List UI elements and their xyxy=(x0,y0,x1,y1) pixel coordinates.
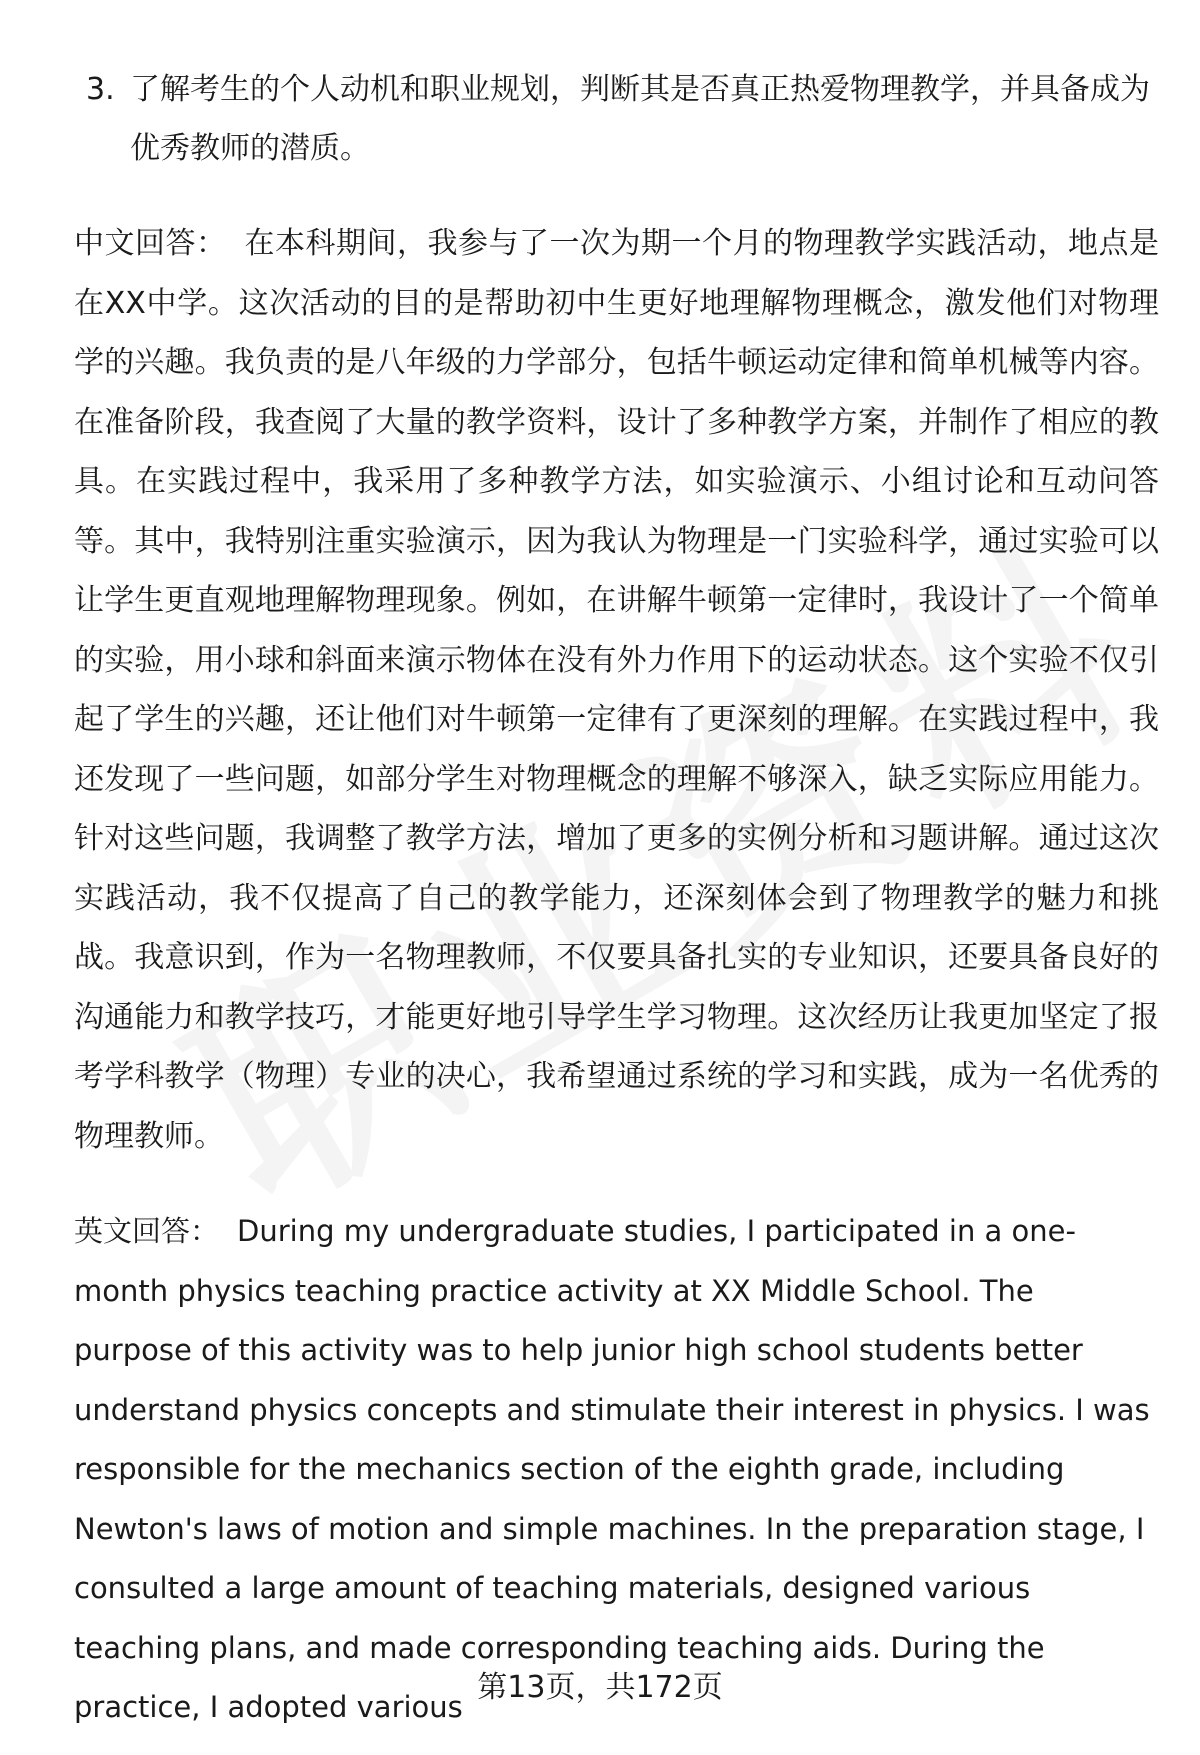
chinese-answer-paragraph xyxy=(74,214,1159,1166)
english-answer-text: During my undergraduate studies, I participated in a one-month physics teaching practice activity at XX Middle School. The purpose of this activity was to help junior high school students better understand physics concepts and stimulate their interest in physics. I was responsible for the mechanics section of the eighth grade, including Newton's laws of motion and simple machines. In the preparation stage, I consulted a large amount of teaching materials, designed various teaching plans, and made corresponding teaching aids. During the practice, I adopted various xyxy=(74,1214,1150,1724)
list-item xyxy=(86,60,1151,178)
chinese-answer-label: 中文回答： xyxy=(74,226,227,261)
page-number-label: 第13页，共172页 xyxy=(477,1670,723,1705)
page-footer xyxy=(0,1668,1200,1708)
english-answer-label: 英文回答： xyxy=(74,1214,220,1248)
page-content xyxy=(74,60,1159,1738)
chinese-answer-text: 在本科期间，我参与了一次为期一个月的物理教学实践活动，地点是在XX中学。这次活动的目的是帮助初中生更好地理解物理概念，激发他们对物理学的兴趣。我负责的是八年级的力学部分，包括牛顿运动定律和简单机械等内容。在准备阶段，我查阅了大量的教学资料，设计了多种教学方案，并制作了相应的教具。在实践过程中，我采用了多种教学方法，如实验演示、小组讨论和互动问答等。其中，我特别注重实验演示，因为我认为物理是一门实验科学，通过实验可以让学生更直观地理解物理现象。例如，在讲解牛顿第一定律时，我设计了一个简单的实验，用小球和斜面来演示物体在没有外力作用下的运动状态。这个实验不仅引起了学生的兴趣，还让他们对牛顿第一定律有了更深刻的理解。在实践过程中，我还发现了一些问题，如部分学生对物理概念的理解不够深入，缺乏实际应用能力。针对这些问题，我调整了教学方法，增加了更多的实例分析和习题讲解。通过这次实践活动，我不仅提高了自己的教学能力，还深刻体会到了物理教学的魅力和挑战。我意识到，作为一名物理教师，不仅要具备扎实的专业知识，还要具备良好的沟通能力和教学技巧，才能更好地引导学生学习物理。这次经历让我更加坚定了报考学科教学（物理）专业的决心，我希望通过系统的学习和实践，成为一名优秀的物理教师。 xyxy=(74,226,1159,1154)
list-item-number: 3. xyxy=(86,72,115,107)
list-item-text: 了解考生的个人动机和职业规划，判断其是否真正热爱物理教学，并具备成为优秀教师的潜质。 xyxy=(130,72,1150,166)
english-answer-paragraph xyxy=(74,1202,1159,1738)
